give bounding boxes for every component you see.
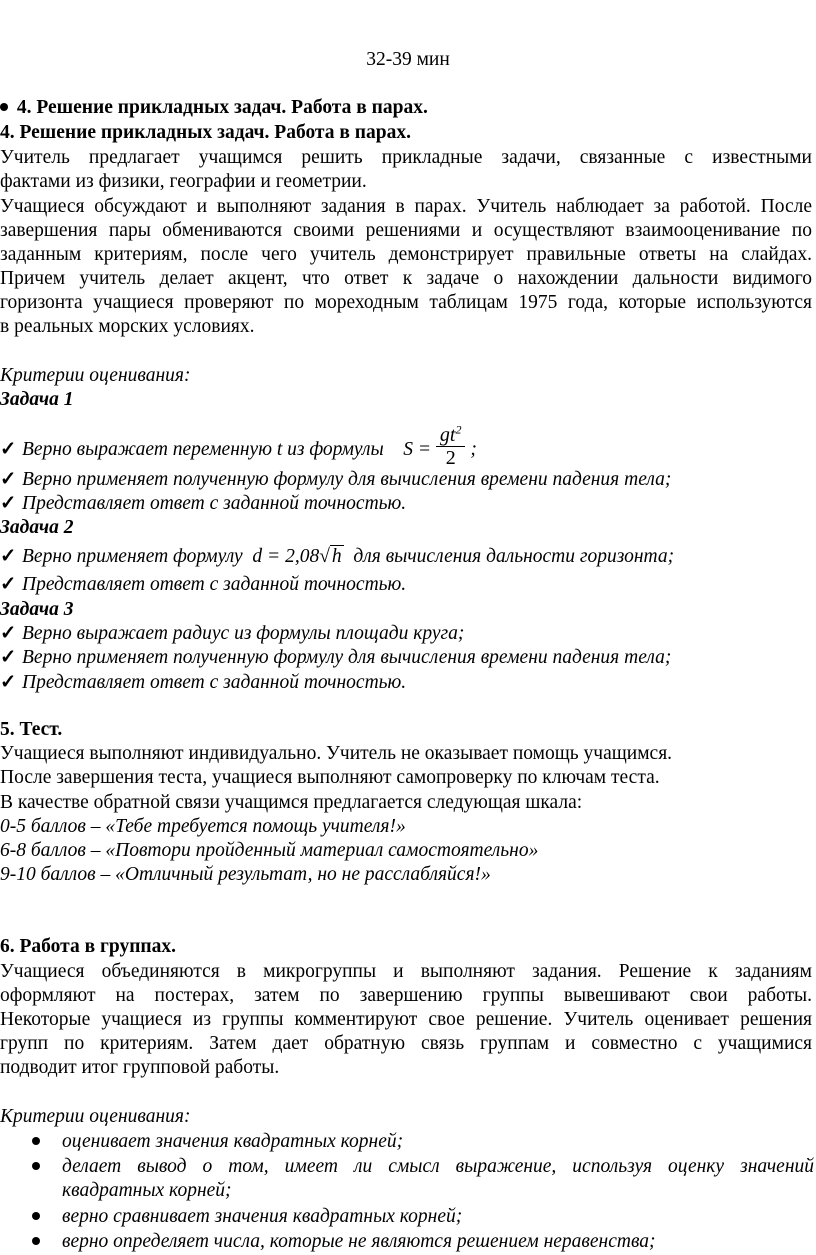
scale-item: 6-8 баллов – «Повтори пройденный материал самостоятельно» [0, 840, 539, 861]
bullet-dot-icon [32, 1237, 40, 1245]
formula-fraction: $\frac{gt^2}{2}$ [436, 424, 466, 469]
checkmark-icon: ✓ [0, 647, 17, 668]
section4-bullet-heading: 4. Решение прикладных задач. Работа в парах. [0, 96, 428, 120]
task1-criterion-3: ✓ Представляет ответ с заданной точностью. [0, 493, 407, 514]
checkmark-icon: ✓ [0, 574, 17, 595]
section5-heading: 5. Тест. [0, 719, 63, 740]
checkmark-icon: ✓ [0, 623, 17, 644]
section5-line: В качестве обратной связи учащимся предлагается следующая шкала: [0, 792, 583, 813]
criteria-bullet: верно определяет числа, которые не являются решением неравенства; [0, 1230, 656, 1254]
section4-para1-line: фактами из физики, географии и геометрии. [0, 171, 367, 192]
sqrt-icon: √ [319, 546, 330, 567]
section4-para1-line: Учитель предлагает учащимся решить прикладные задачи, связанные с известными [0, 147, 812, 168]
section4-para2-line: Учащиеся обсуждают и выполняют задания в парах. Учитель наблюдает за работой. После [0, 196, 812, 217]
scale-item: 9-10 баллов – «Отличный результат, но не расслабляйся!» [0, 864, 491, 885]
task1-criterion-1: ✓ Верно выражает переменную t из формулы S = $\frac{gt^2}{2}$ ; [0, 422, 477, 469]
section6-para-line: оформляют на постерах, затем по завершению группы вывешивают свои работы. [0, 985, 812, 1006]
scale-item: 0-5 баллов – «Тебе требуется помощь учителя!» [0, 816, 406, 837]
section6-para-line: Некоторые учащиеся из группы комментируют свое решение. Учитель оценивает решения [0, 1009, 812, 1030]
checkmark-icon: ✓ [0, 493, 17, 514]
checkmark-icon: ✓ [0, 438, 17, 460]
task2-title: Задача 2 [0, 517, 74, 538]
bullet-dot-icon [0, 103, 8, 111]
task1-criterion-2: ✓ Верно применяет полученную формулу для вычисления времени падения тела; [0, 469, 672, 490]
section4-para2-line: в реальных морских условиях. [0, 316, 255, 337]
criteria-label: Критерии оценивания: [0, 365, 191, 386]
formula-d: d = 2,08 [252, 546, 320, 567]
section4-para2-line: Причем учитель делает акцент, что ответ к задаче о нахождении дальности видимого [0, 268, 812, 289]
task3-criterion-2: ✓ Верно применяет полученную формулу для вычисления времени падения тела; [0, 647, 672, 668]
section4-para2-line: горизонта учащиеся проверяют по мореходным таблицам 1975 года, которые используются [0, 292, 812, 313]
task3-title: Задача 3 [0, 599, 74, 620]
section6-para-line: подводит итог групповой работы. [0, 1057, 280, 1078]
section4-heading: 4. Решение прикладных задач. Работа в парах. [0, 122, 411, 143]
section6-para-line: групп по критериям. Затем дает обратную связь группам и совместно с учащимися [0, 1033, 812, 1054]
checkmark-icon: ✓ [0, 546, 17, 567]
section4-para2-line: заданным критериям, после чего учитель демонстрирует правильные ответы на слайдах. [0, 244, 812, 265]
criteria-bullet: делает вывод о том, имеет ли смысл выражение, используя оценку значений [0, 1155, 812, 1179]
time-label: 32-39 мин [366, 49, 450, 70]
checkmark-icon: ✓ [0, 469, 17, 490]
criteria-bullet: оценивает значения квадратных корней; [0, 1130, 403, 1154]
criteria-bullet: верно сравнивает значения квадратных корней; [0, 1205, 462, 1229]
section5-line: После завершения теста, учащиеся выполняют самопроверку по ключам теста. [0, 767, 660, 788]
task2-criterion-1: ✓ Верно применяет формулу d = 2,08√ h для вычисления дальности горизонта; [0, 546, 675, 567]
section6-heading: 6. Работа в группах. [0, 936, 177, 957]
criteria-label: Критерии оценивания: [0, 1106, 191, 1127]
task3-criterion-1: ✓ Верно выражает радиус из формулы площади круга; [0, 623, 465, 644]
section5-line: Учащиеся выполняют индивидуально. Учитель не оказывает помощь учащимся. [0, 743, 673, 764]
task1-title: Задача 1 [0, 389, 74, 410]
bullet-dot-icon [32, 1212, 40, 1220]
checkmark-icon: ✓ [0, 672, 17, 693]
section6-para-line: Учащиеся объединяются в микрогруппы и выполняют задания. Решение к заданиям [0, 961, 812, 982]
task2-criterion-2: ✓ Представляет ответ с заданной точностью. [0, 574, 407, 595]
criteria-bullet-cont: квадратных корней; [62, 1180, 232, 1201]
section4-para2-line: завершения пары обмениваются своими решениями и осуществляют взаимооценивание по [0, 220, 812, 241]
bullet-dot-icon [32, 1162, 40, 1170]
formula-lhs: S = [403, 438, 432, 460]
bullet-dot-icon [32, 1137, 40, 1145]
task3-criterion-3: ✓ Представляет ответ с заданной точностью. [0, 672, 407, 693]
